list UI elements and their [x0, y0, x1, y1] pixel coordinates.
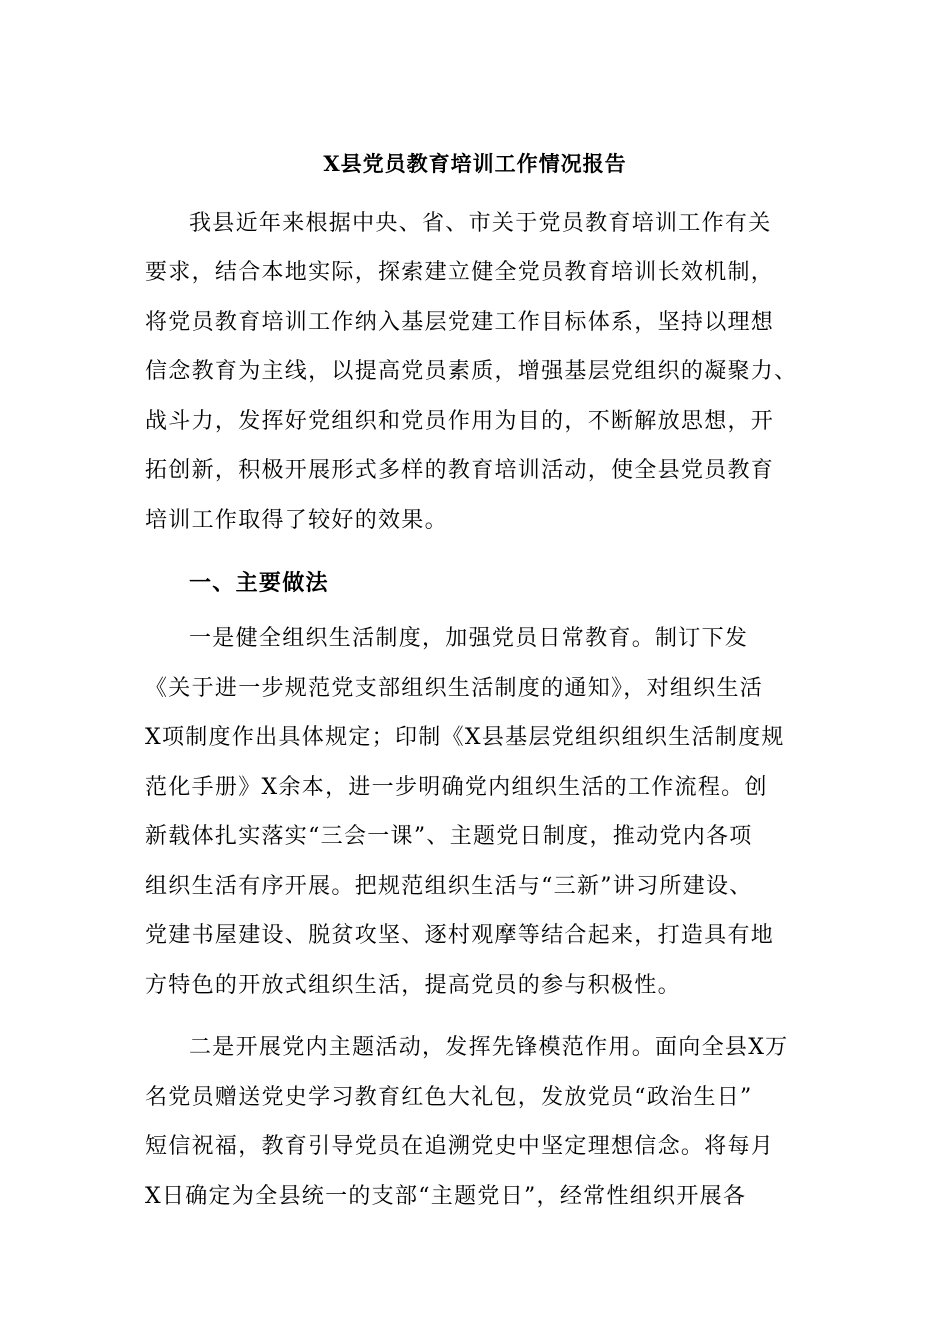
paragraph-line: 培训工作取得了较好的效果。: [145, 508, 448, 533]
paragraph-line: 要求，结合本地实际，探索建立健全党员教育培训长效机制，: [145, 260, 775, 285]
paragraph-line: 信念教育为主线，以提高党员素质，增强基层党组织的凝聚力、: [145, 359, 798, 384]
paragraph-line: X项制度作出具体规定；印制《X县基层党组织组织生活制度规: [145, 725, 785, 750]
section-heading: 一、主要做法: [189, 570, 329, 596]
paragraph-line: 将党员教育培训工作纳入基层党建工作目标体系，坚持以理想: [145, 310, 775, 335]
paragraph-line: 二是开展党内主题活动，发挥先锋模范作用。面向全县X万: [189, 1035, 789, 1060]
paragraph-line: 名党员赠送党史学习教育红色大礼包，发放党员“政治生日”: [145, 1085, 753, 1110]
paragraph-line: 拓创新，积极开展形式多样的教育培训活动，使全县党员教育: [145, 458, 775, 483]
paragraph-line: 战斗力，发挥好党组织和党员作用为目的，不断解放思想，开: [145, 409, 775, 434]
paragraph-line: 短信祝福，教育引导党员在追溯党史中坚定理想信念。将每月: [145, 1134, 775, 1159]
paragraph-line: 一是健全组织生活制度，加强党员日常教育。制订下发: [189, 626, 749, 651]
paragraph-line: 范化手册》X余本，进一步明确党内组织生活的工作流程。创: [145, 775, 768, 800]
paragraph-line: 新载体扎实落实“三会一课”、主题党日制度，推动党内各项: [145, 824, 753, 849]
paragraph-line: 《关于进一步规范党支部组织生活制度的通知》，对组织生活: [145, 676, 764, 701]
document-title: X县党员教育培训工作情况报告: [323, 151, 627, 176]
paragraph-line: 我县近年来根据中央、省、市关于党员教育培训工作有关: [189, 211, 772, 236]
paragraph-line: 党建书屋建设、脱贫攻坚、逐村观摩等结合起来，打造具有地: [145, 923, 775, 948]
paragraph-line: 组织生活有序开展。把规范组织生活与“三新”讲习所建设、: [145, 874, 753, 899]
paragraph-line: 方特色的开放式组织生活，提高党员的参与积极性。: [145, 973, 681, 998]
paragraph-line: X日确定为全县统一的支部“主题党日”，经常性组织开展各: [145, 1184, 747, 1209]
